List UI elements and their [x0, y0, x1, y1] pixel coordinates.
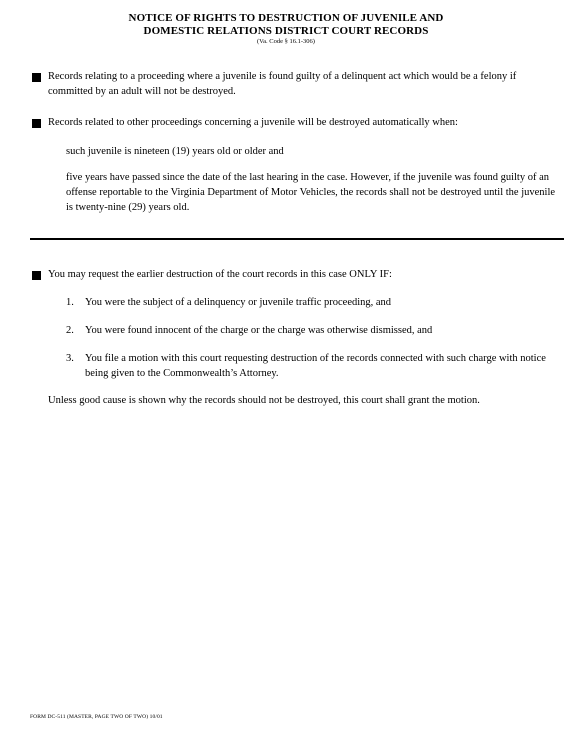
condition-text-1: You were the subject of a delinquency or juvenile traffic proceeding, and — [85, 297, 392, 308]
square-bullet-icon — [32, 271, 41, 280]
condition-number-2: 2. — [66, 325, 74, 336]
condition-number-3: 3. — [66, 353, 74, 364]
early-destruction-request-paragraph: You may request the earlier destruction of the court records in this case ONLY IF: — [48, 269, 392, 280]
closing-statement: Unless good cause is shown why the records should not be destroyed, this court shall grant the motion. — [48, 395, 480, 406]
statute-citation: (Va. Code § 16.1-306) — [257, 38, 315, 45]
condition-text-2: You were found innocent of the charge or the charge was otherwise dismissed, and — [85, 325, 433, 336]
square-bullet-icon — [32, 73, 41, 82]
square-bullet-icon — [32, 119, 41, 128]
age-condition-text: such juvenile is nineteen (19) years old or older and — [66, 146, 284, 157]
condition-text-3: You file a motion with this court requesting destruction of the records connected with such charge with notice being given to the Commonwealth’s Attorney. — [85, 353, 546, 379]
condition-number-1: 1. — [66, 297, 74, 308]
document-title-line-2: DOMESTIC RELATIONS DISTRICT COURT RECORDS — [143, 25, 429, 37]
document-title-line-1: NOTICE OF RIGHTS TO DESTRUCTION OF JUVENILE AND — [128, 12, 444, 24]
five-years-condition-text: five years have passed since the date of the last hearing in the case. However, if the juvenile was found guilty of an offense reportable to the Virginia Department of Motor Vehicles, the records shall not be destroyed until the juvenile is twenty-nine (29) years old. — [66, 172, 556, 213]
felony-records-paragraph: Records relating to a proceeding where a juvenile is found guilty of a delinquent act which would be a felony if committed by an adult will not be destroyed. — [48, 71, 517, 97]
form-identifier: FORM DC-511 (MASTER, PAGE TWO OF TWO) 10/01 — [30, 714, 163, 720]
section-divider — [30, 238, 564, 240]
automatic-destruction-paragraph: Records related to other proceedings concerning a juvenile will be destroyed automatically when: — [48, 117, 458, 128]
